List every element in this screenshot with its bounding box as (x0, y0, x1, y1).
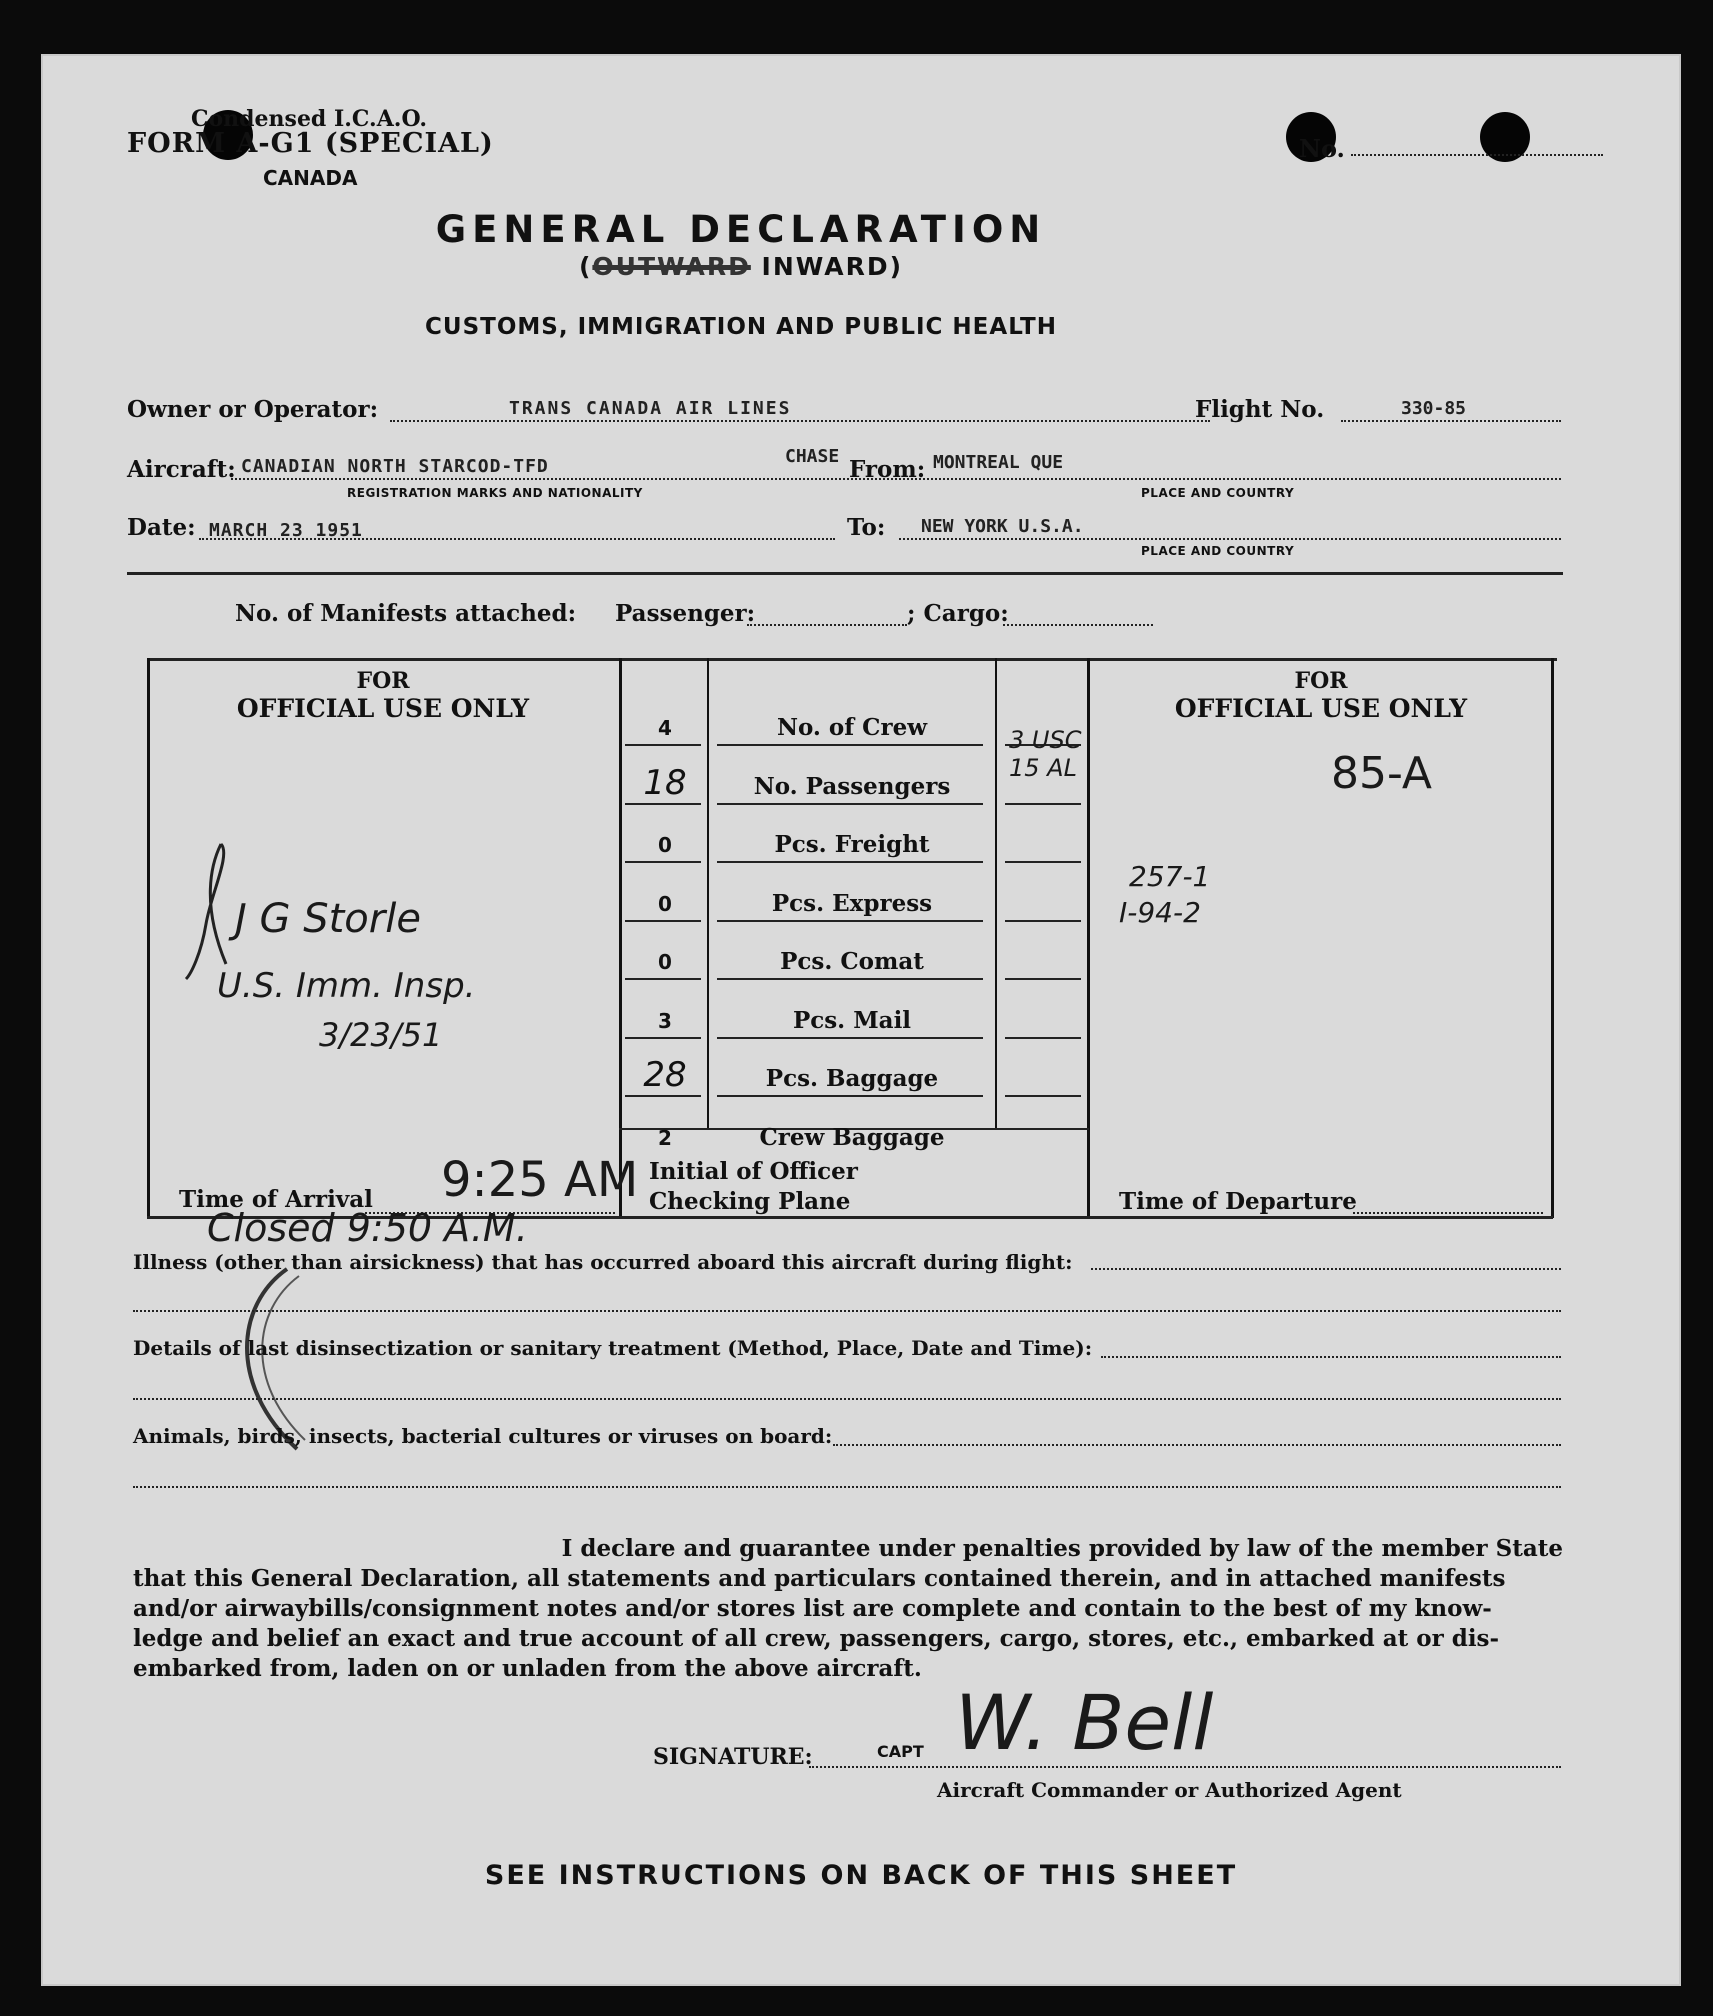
row-rule (717, 920, 983, 922)
page-subtitle-direction (41, 252, 1441, 281)
initial-officer-label-1: Initial of Officer (649, 1158, 858, 1185)
illness-line-1 (1091, 1268, 1561, 1270)
declaration-line-1: I declare and guarantee under penalties provided by law of the member State (561, 1535, 1563, 1562)
initial-officer-label-2: Checking Plane (649, 1188, 851, 1215)
flight-line (1341, 420, 1561, 422)
row-value: 0 (658, 950, 672, 974)
row-label: Pcs. Express (771, 889, 933, 917)
row-rule (1005, 1037, 1081, 1039)
declaration-line-3: and/or airwaybills/consignment notes and/or stores list are complete and contain to the best of my know- (133, 1595, 1492, 1622)
row-rule (1005, 978, 1081, 980)
inspector-signature: J G Storle (235, 896, 421, 942)
signature-caption: Aircraft Commander or Authorized Agent (937, 1778, 1402, 1802)
row-value: 3 (658, 1008, 672, 1033)
date-label: Date: (127, 514, 196, 541)
animals-question: Animals, birds, insects, bacterial cultures or viruses on board: (133, 1424, 833, 1448)
passenger-line (747, 624, 907, 626)
to-label: To: (847, 514, 886, 541)
disinsect-question: Details of last disinsectization or sanitary treatment (Method, Place, Date and Time): (133, 1336, 1093, 1360)
closed-note: Closed 9:50 A.M. (207, 1206, 528, 1250)
row-rule (625, 1037, 701, 1039)
commander-signature: W. Bell (955, 1678, 1214, 1767)
form-number-line (1351, 154, 1603, 156)
table-col-divider-3 (995, 658, 997, 1128)
row-rule (717, 861, 983, 863)
table-col-divider-4 (1087, 658, 1090, 1218)
form-header-line2: FORM A-G1 (SPECIAL) (127, 128, 494, 159)
table-left-border (147, 658, 150, 1218)
row-rule (717, 1095, 983, 1097)
row-label: Pcs. Comat (780, 948, 924, 975)
row-rule (717, 744, 983, 746)
row-label: No. Passengers (753, 772, 951, 800)
left-official-header-2: OFFICIAL USE ONLY (236, 694, 530, 723)
row-rule (625, 803, 701, 805)
illness-question: Illness (other than airsickness) that has occurred aboard this aircraft during flight: (133, 1250, 1073, 1274)
to-line (899, 538, 1561, 540)
manifests-label: No. of Manifests attached: (235, 600, 577, 627)
row-rule (717, 803, 983, 805)
signature-capt: CAPT (877, 1742, 924, 1761)
row-label: Pcs. Freight (774, 831, 930, 858)
table-col-divider-1 (619, 658, 622, 1218)
declaration-line-5: embarked from, laden on or unladen from the above aircraft. (133, 1655, 922, 1682)
row-label: No. of Crew (776, 714, 928, 741)
cargo-line (1003, 624, 1153, 626)
owner-label: Owner or Operator: (127, 396, 379, 423)
time-departure-line (1353, 1212, 1543, 1214)
row-rule (717, 1037, 983, 1039)
row-rule (625, 1095, 701, 1097)
table-right-border (1551, 658, 1554, 1218)
disinsect-line-1 (1101, 1356, 1561, 1358)
row-label: Pcs. Mail (792, 1006, 912, 1034)
page-title: GENERAL DECLARATION (435, 208, 1047, 251)
table-col-divider-2 (707, 658, 709, 1128)
aircraft-value: CANADIAN NORTH STARCOD-TFD (241, 456, 549, 477)
from-label: From: (849, 456, 926, 483)
right-official-header-2: OFFICIAL USE ONLY (1174, 694, 1468, 723)
row-rule (1005, 1095, 1081, 1097)
official-code-1: 257-1 (1129, 860, 1211, 893)
time-arrival-label: Time of Arrival (179, 1186, 373, 1213)
row-rule (625, 861, 701, 863)
form-number-label: No. (1299, 134, 1345, 163)
aircraft-caption: REGISTRATION MARKS AND NATIONALITY (347, 486, 643, 500)
row-value: 2 (658, 1125, 672, 1150)
animals-line-1 (833, 1444, 1561, 1446)
aircraft-extra: CHASE (785, 446, 840, 467)
row-rule (717, 978, 983, 980)
inspector-title: U.S. Imm. Insp. (217, 966, 476, 1006)
row-rule (625, 978, 701, 980)
paren-open: ( (578, 252, 593, 281)
form-header-line1: Condensed I.C.A.O. (191, 106, 427, 132)
page-subtitle: CUSTOMS, IMMIGRATION AND PUBLIC HEALTH (425, 314, 1057, 340)
aircraft-label: Aircraft: (127, 456, 236, 483)
right-official-header-1: FOR (1294, 668, 1348, 694)
row-value: 4 (658, 716, 672, 740)
declaration-line-4: ledge and belief an exact and true account of all crew, passengers, cargo, stores, etc., embarked at or dis- (133, 1625, 1500, 1652)
time-departure-label: Time of Departure (1119, 1188, 1357, 1215)
document-sheet (41, 54, 1681, 1986)
date-value: MARCH 23 1951 (209, 520, 363, 541)
from-caption: PLACE AND COUNTRY (1141, 486, 1295, 500)
inward-text: INWARD) (761, 252, 904, 281)
row-rule (1005, 920, 1081, 922)
flight-value: 330-85 (1401, 398, 1467, 419)
official-number: 85-A (1331, 748, 1432, 799)
cargo-label: ; Cargo: (907, 600, 1009, 627)
row-rule (625, 920, 701, 922)
row-label: Pcs. Baggage (765, 1065, 939, 1092)
form-header-country: CANADA (263, 166, 358, 190)
passenger-label: Passenger: (615, 600, 756, 627)
row-value: 0 (658, 891, 672, 916)
footer-instructions: SEE INSTRUCTIONS ON BACK OF THIS SHEET (484, 1860, 1238, 1891)
row-value: 0 (658, 833, 672, 857)
animals-line-2 (133, 1486, 1561, 1488)
table-top-border (147, 658, 1557, 661)
signature-label: SIGNATURE: (653, 1744, 813, 1770)
illness-line-2 (133, 1310, 1561, 1312)
official-code-2: I-94-2 (1119, 896, 1201, 929)
left-official-header-1: FOR (356, 668, 410, 694)
flight-label: Flight No. (1195, 396, 1325, 423)
struck-outward: OUTWARD (592, 252, 751, 281)
owner-line (390, 420, 1210, 422)
to-caption: PLACE AND COUNTRY (1141, 544, 1295, 558)
inspector-signature-stroke (181, 834, 241, 984)
time-arrival-value: 9:25 AM (441, 1152, 639, 1208)
row-rule (1005, 861, 1081, 863)
pax-note-1: 3 USC (1009, 726, 1082, 754)
disinsect-line-2 (133, 1398, 1561, 1400)
header-separator (127, 572, 1563, 575)
owner-value: TRANS CANADA AIR LINES (509, 398, 792, 419)
row-label: Crew Baggage (759, 1123, 945, 1151)
pax-note-2: 15 AL (1009, 754, 1077, 782)
row-rule (1005, 803, 1081, 805)
row-value: 18 (643, 762, 687, 803)
declaration-line-2: that this General Declaration, all statements and particulars contained therein, and in attached manifests (133, 1565, 1506, 1592)
to-value: NEW YORK U.S.A. (921, 516, 1084, 537)
row-rule (625, 744, 701, 746)
inspector-date: 3/23/51 (319, 1016, 443, 1054)
row-value: 28 (643, 1055, 687, 1095)
from-value: MONTREAL QUE (933, 452, 1064, 473)
